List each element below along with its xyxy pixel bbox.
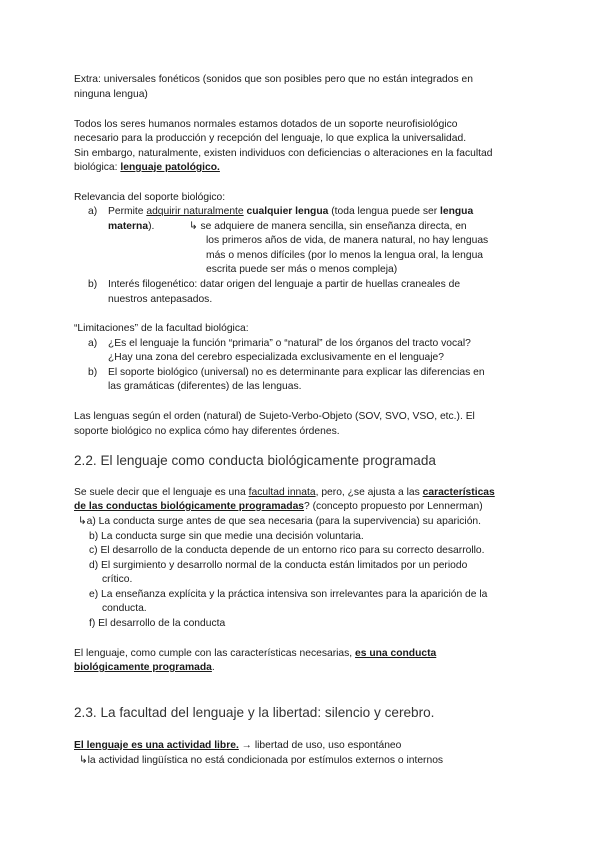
relevancia-a-subnote: más o menos difíciles (por lo menos la lengua oral, la lengua (206, 250, 484, 261)
criteria-item: e) La enseñanza explícita y la práctica intensiva son irrelevantes para la aparición de la (89, 589, 488, 600)
relevancia-a-subnote: los primeros años de vida, de manera natural, no hay lenguas (206, 235, 489, 246)
criteria-item: ↳a) La conducta surge antes de que sea necesaria (para la supervivencia) su aparición. (78, 516, 482, 527)
section-heading-2-3: 2.3. La facultad del lenguaje y la libertad: silencio y cerebro. (74, 705, 435, 720)
relevancia-a-line (108, 205, 473, 218)
emphasis-es-una-conducta: es una conducta (355, 648, 437, 659)
section-heading-2-2: 2.2. El lenguaje como conducta biológicamente programada (74, 453, 436, 468)
limitaciones-a-line: ¿Es el lenguaje la función “primaria” o “natural” de los órganos del tracto vocal? (108, 338, 471, 349)
criteria-item: b) La conducta surge sin que medie una decisión voluntaria. (89, 531, 364, 542)
text-span: biológica: (74, 162, 121, 173)
relevancia-a-subnote: ↳ se adquiere de manera sencilla, sin enseñanza directa, en (189, 221, 467, 232)
text-span: ). (148, 221, 155, 232)
paragraph-cumple-line (74, 661, 215, 674)
criteria-item: d) El surgimiento y desarrollo normal de la conducta están limitados por un periodo (89, 560, 468, 571)
limitaciones-b-line: El soporte biológico (universal) no es determinante para explicar las diferencias en (108, 367, 485, 378)
emphasis-biologicamente-programada: biológicamente programada (74, 662, 212, 673)
paragraph-orden-line: soporte biológico no explica cómo hay diferentes órdenes. (74, 426, 340, 437)
list-marker: a) (88, 338, 98, 349)
paragraph-todos-line: necesario para la producción y recepción del lenguaje, lo que explica la universalidad. (74, 133, 467, 144)
bold-lengua: lengua (440, 206, 474, 217)
emphasis-actividad-libre: El lenguaje es una actividad libre. (74, 740, 239, 751)
text-span: (toda lengua puede ser (328, 206, 440, 217)
criteria-item-continuation: conducta. (102, 603, 147, 614)
heading-limitaciones: “Limitaciones” de la facultad biológica: (74, 323, 249, 334)
criteria-item: f) El desarrollo de la conducta (89, 618, 226, 629)
paragraph-extra-line: Extra: universales fonéticos (sonidos que son posibles pero que no están integrados en (74, 74, 473, 85)
relevancia-a-line (108, 220, 154, 233)
relevancia-b-line: Interés filogenético: datar origen del lenguaje a partir de huellas craneales de (108, 279, 461, 290)
paragraph-todos-line (74, 161, 220, 174)
paragraph-suele-line (74, 500, 483, 513)
bold-cualquier-lengua: cualquier lengua (246, 206, 329, 217)
paragraph-orden-line: Las lenguas según el orden (natural) de Sujeto-Verbo-Objeto (SOV, SVO, VSO, etc.). El (74, 411, 475, 422)
paragraph-todos-line: Sin embargo, naturalmente, existen individuos con deficiencias o alteraciones en la facultad (74, 148, 493, 159)
criteria-item-continuation: crítico. (102, 574, 133, 585)
limitaciones-b-line: las gramáticas (diferentes) de las lenguas. (108, 381, 302, 392)
text-span: . (211, 662, 215, 673)
criteria-item: c) El desarrollo de la conducta depende de un entorno rico para su correcto desarrollo. (89, 545, 485, 556)
paragraph-cumple-line (74, 647, 436, 660)
text-span: El lenguaje, como cumple con las características necesarias, (74, 648, 356, 659)
text-span: Permite (108, 206, 147, 217)
paragraph-extra-line: ninguna lengua) (74, 89, 148, 100)
paragraph-libre-line (74, 739, 401, 752)
bold-materna: materna (108, 221, 149, 232)
list-marker: b) (88, 367, 98, 378)
limitaciones-a-line: ¿Hay una zona del cerebro especializada exclusivamente en el lenguaje? (108, 352, 445, 363)
relevancia-a-subnote: escrita puede ser más o menos compleja) (206, 264, 398, 275)
underline-facultad-innata: facultad innata (248, 487, 316, 498)
text-span: Se suele decir que el lenguaje es una (74, 487, 249, 498)
emphasis-caracteristicas: características (422, 487, 495, 498)
emphasis-conductas-programadas: de las conductas biológicamente programadas (74, 501, 305, 512)
list-marker: a) (88, 206, 98, 217)
text-span: → libertad de uso, uso espontáneo (238, 740, 402, 751)
paragraph-suele-line (74, 486, 495, 499)
paragraph-todos-line: Todos los seres humanos normales estamos dotados de un soporte neurofisiológico (74, 119, 458, 130)
text-span: ? (concepto propuesto por Lennerman) (304, 501, 483, 512)
heading-relevancia: Relevancia del soporte biológico: (74, 192, 226, 203)
list-marker: b) (88, 279, 98, 290)
paragraph-libre-line: ↳la actividad lingüística no está condicionada por estímulos externos o internos (79, 755, 444, 766)
emphasis-lenguaje-patologico: lenguaje patológico. (120, 162, 220, 173)
text-span: , pero, ¿se ajusta a las (315, 487, 423, 498)
relevancia-b-line: nuestros antepasados. (108, 294, 213, 305)
underline-adquirir: adquirir naturalmente (146, 206, 244, 217)
